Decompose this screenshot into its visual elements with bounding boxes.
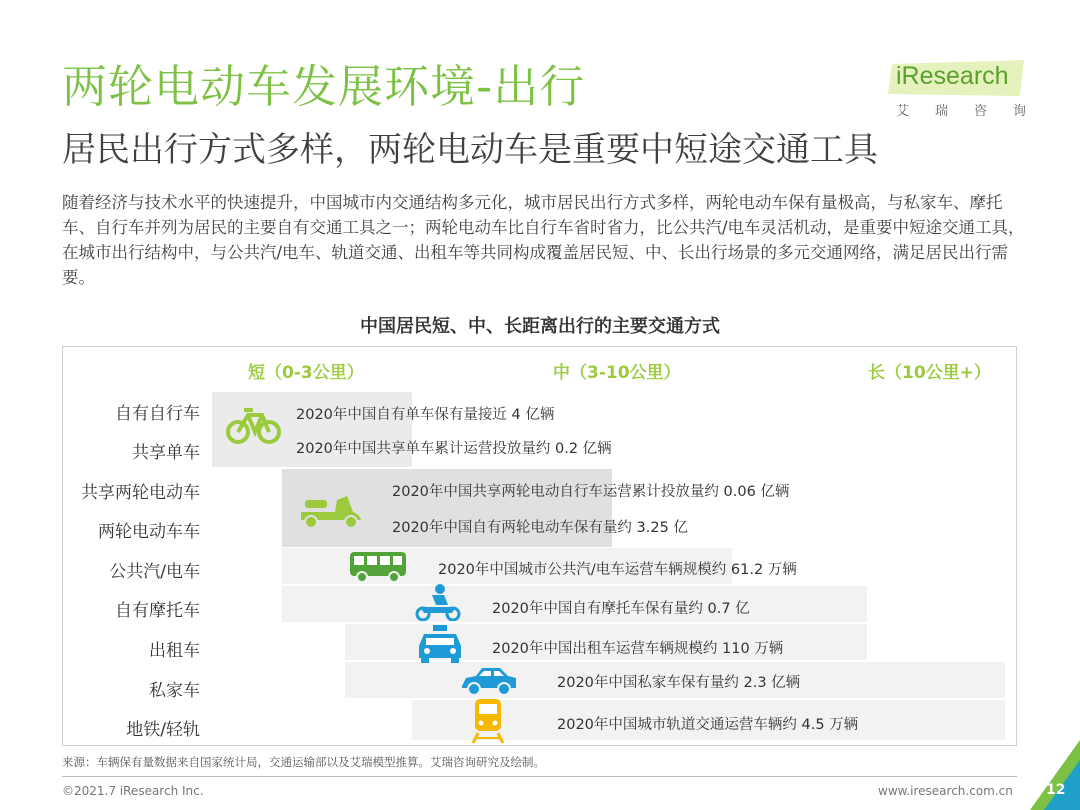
motorcycle-icon [414,583,462,621]
mode-label: 公共汽/电车 [109,562,200,582]
intro-paragraph: 随着经济与技术水平的快速提升，中国城市内交通结构多元化，城市居民出行方式多样，两轮电动车保有量极高，与私家车、摩托车、自行车并列为居民的主要自有交通工具之一；两轮电动车比自行车省时省力，比公共汽/电车灵活机动，是重要中短途交通工具，在城市出行结构中，与公共汽/电车、轨道交通、出租车等共同构成覆盖居民短、中、长出行场景的多元交通网络，满足居民出行需要。 [62,193,1025,287]
taxi-icon [416,624,464,664]
corner-triangle-icon [1030,740,1080,810]
mode-label: 自有摩托车 [115,601,200,621]
row-annotation: 2020年中国城市公共汽/电车运营车辆规模约 61.2 万辆 [438,562,797,578]
row-annotation: 2020年中国共享两轮电动自行车运营累计投放量约 0.06 亿辆 [392,484,790,500]
row-annotation: 2020年中国出租车运营车辆规模约 110 万辆 [492,641,784,657]
bicycle-icon [226,403,282,445]
row-annotation: 2020年中国自有单车保有量接近 4 亿辆 [296,407,555,423]
row-annotation: 2020年中国共享单车累计运营投放量约 0.2 亿辆 [296,441,612,457]
iresearch-logo [888,58,1028,126]
bus-icon [349,549,407,583]
logo-word: iResearch [896,62,1009,90]
logo-sub-char: 瑞 [934,104,948,119]
row-annotation: 2020年中国城市轨道交通运营车辆约 4.5 万辆 [557,717,859,733]
mode-label: 两轮电动车车 [98,522,200,542]
page-number: 12 [1046,782,1066,798]
logo-sub-char: 咨 [973,104,987,119]
row-annotation: 2020年中国自有摩托车保有量约 0.7 亿 [492,601,750,617]
column-header-short: 短（0-3公里） [248,363,364,383]
mode-label: 地铁/轻轨 [126,720,200,740]
chart-title: 中国居民短、中、长距离出行的主要交通方式 [360,316,720,337]
logo-sub-char: 询 [1012,104,1026,119]
mode-label: 共享两轮电动车 [81,483,200,503]
mode-label: 共享单车 [132,443,200,463]
column-header-medium: 中（3-10公里） [553,363,681,383]
mode-label: 私家车 [149,681,200,701]
scooter-icon [297,486,365,528]
row-annotation: 2020年中国私家车保有量约 2.3 亿辆 [557,675,801,691]
car-icon [460,664,518,696]
mode-label: 出租车 [149,641,200,661]
page-subtitle: 居民出行方式多样，两轮电动车是重要中短途交通工具 [62,130,878,170]
mode-label: 自有自行车 [115,404,200,424]
column-header-long: 长（10公里+） [868,363,991,383]
logo-subtitle [896,100,1026,119]
page-title: 两轮电动车发展环境-出行 [62,60,586,113]
logo-sub-char: 艾 [896,104,910,119]
train-icon [470,698,506,744]
footer-divider [62,776,1017,777]
source-note: 来源：车辆保有量数据来自国家统计局，交通运输部以及艾瑞模型推算。艾瑞咨询研究及绘制。 [62,755,545,769]
row-annotation: 2020年中国自有两轮电动车保有量约 3.25 亿 [392,520,688,536]
footer-url[interactable]: www.iresearch.com.cn [878,784,1013,798]
footer-copyright: ©2021.7 iResearch Inc. [62,784,204,798]
